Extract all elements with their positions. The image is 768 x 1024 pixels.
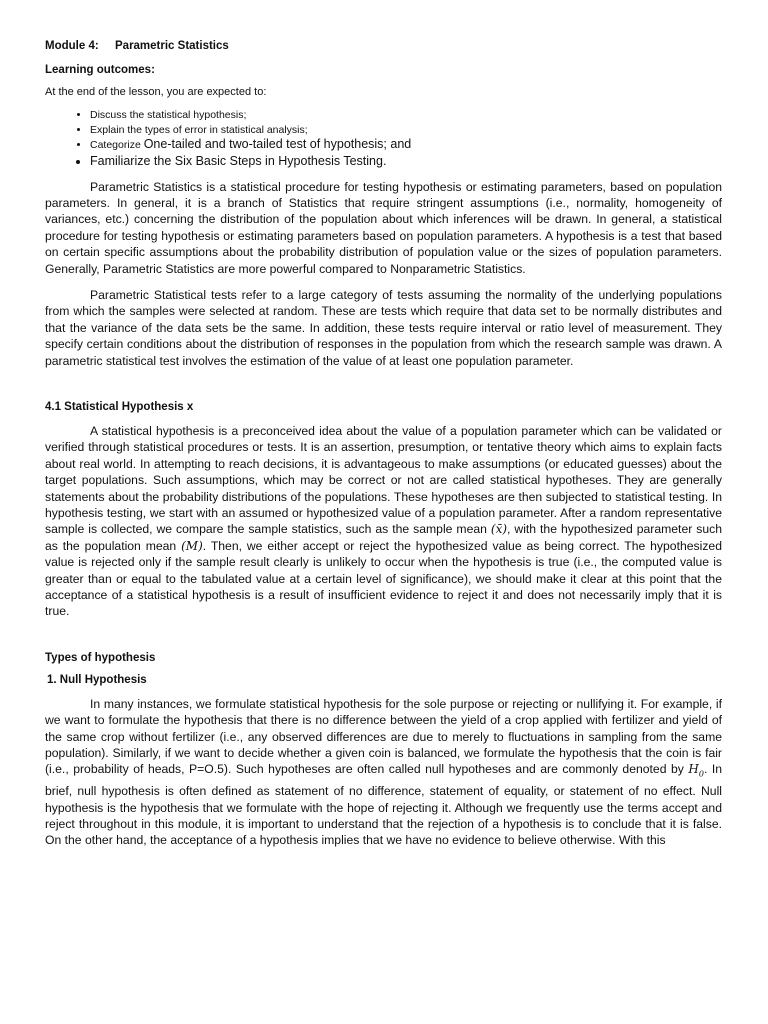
sample-mean-symbol: (x̄)	[490, 522, 508, 537]
population-mean-symbol: (M)	[181, 538, 203, 553]
module-heading	[45, 40, 722, 52]
learning-outcomes-intro: At the end of the lesson, you are expected to:	[45, 86, 267, 98]
list-item: • Discuss the statistical hypothesis;	[90, 108, 722, 123]
list-item-prefix: Categorize	[90, 139, 141, 151]
intro-paragraph-1: Parametric Statistics is a statistical procedure for testing hypothesis or estimating parameters, based on population parameters. In general, it is a branch of Statistics that require stringent assumptions (i.e., normality, homogeneity of variances, etc.) concerning the distribution of the population about which inferences will be drawn. In general, a statistical procedure for testing hypothesis or estimating parameters based on population parameters. A hypothesis is a test that based on certain specific assumptions about the probability distribution of population value or the sizes of population parameters. Generally, Parametric Statistics are more powerful compared to Nonparametric Statistics.	[45, 179, 722, 276]
intro-paragraph-2: Parametric Statistical tests refer to a large category of tests assuming the normality of the underlying populations from which the samples were selected at random. These are tests which require that data set to be normally distributes and that the variance of the data sets be the same. In addition, these tests require interval or ratio level of measurement. They specify certain conditions about the distribution of responses in the population from which the research sample was drawn. A parametric statistical test involves the estimation of the value of at least one population parameter.	[45, 287, 722, 368]
list-item: • Familiarize the Six Basic Steps in Hypothesis Testing.	[90, 153, 722, 169]
section-heading-4-1: 4.1 Statistical Hypothesis x	[45, 400, 194, 413]
null-hypothesis-heading: 1. Null Hypothesis	[47, 673, 147, 686]
paragraph-text: . Then, we either accept or reject the hypothesized value as being correct. The hypothesized value is rejected only if the sample result clearly is unlikely to occur when the hypothesis is true (i.e., the computed value is greater than or equal to the tabulated value at a certain level of significance), we should make it clear at this point that the acceptance of a statistical hypothesis is a result of insufficient evidence to reject it and does not necessarily imply that it is true.	[45, 538, 722, 619]
module-number: Module 4:	[45, 40, 99, 52]
paragraph-text: , with the hypothesized parameter such as the population mean	[45, 522, 723, 553]
learning-outcomes-list	[45, 108, 722, 169]
module-title: Parametric Statistics	[115, 40, 229, 52]
list-item-text: One-tailed and two-tailed test of hypothesis; and	[143, 137, 412, 151]
null-hypothesis-symbol: $H_0$	[688, 762, 704, 779]
list-item	[90, 137, 722, 153]
list-item: • Explain the types of error in statistical analysis;	[90, 123, 722, 138]
types-of-hypothesis-heading: Types of hypothesis	[45, 651, 156, 664]
statistical-hypothesis-paragraph	[45, 423, 722, 620]
paragraph-text: A statistical hypothesis is a preconceived idea about the value of a population parameter which can be validated or verified through statistical procedures or tests. It is an assertion, presumption, or tentative theory which aims to explain facts about real world. In attempting to reach decisions, it is advantageous to make assumptions (or educated guesses) about the target populations. Such assumptions, which may be correct or not are called statistical hypotheses. They are generally statements about the probability distributions of the populations. These hypotheses are then subjected to statistical testing. In hypothesis testing, we start with an assumed or hypothesized value of a population parameter. After a random representative sample is collected, we compare the sample statistics, such as the sample mean	[45, 423, 722, 537]
document-page	[45, 40, 722, 859]
paragraph-text: In many instances, we formulate statistical hypothesis for the sole purpose or rejecting or nullifying it. For example, if we want to formulate the hypothesis that there is no difference between the yield of a crop applied with fertilizer and yield of the same crop without fertilizer (i.e., any observed differences are due to merely to fluctuations in sampling from the same population). Similarly, if we want to decide whether a given coin is balanced, we formulate the hypothesis that the coin is fair (i.e., probability of heads, P=O.5). Such hypotheses are often called null hypotheses and are commonly denoted by	[45, 696, 722, 777]
null-hypothesis-paragraph	[45, 696, 722, 849]
paragraph-text: . In brief, null hypothesis is often defined as statement of no difference, statement of equality, or statement of no effect. Null hypothesis is the hypothesis that we formulate with the hope of rejecting it. Although we frequently use the terms accept and reject throughout in this module, it is important to understand that the rejection of a hypothesis is to conclude that it is false. On the other hand, the acceptance of a hypothesis implies that we have no evidence to believe otherwise. With this	[45, 762, 723, 848]
learning-outcomes-heading: Learning outcomes:	[45, 64, 155, 76]
